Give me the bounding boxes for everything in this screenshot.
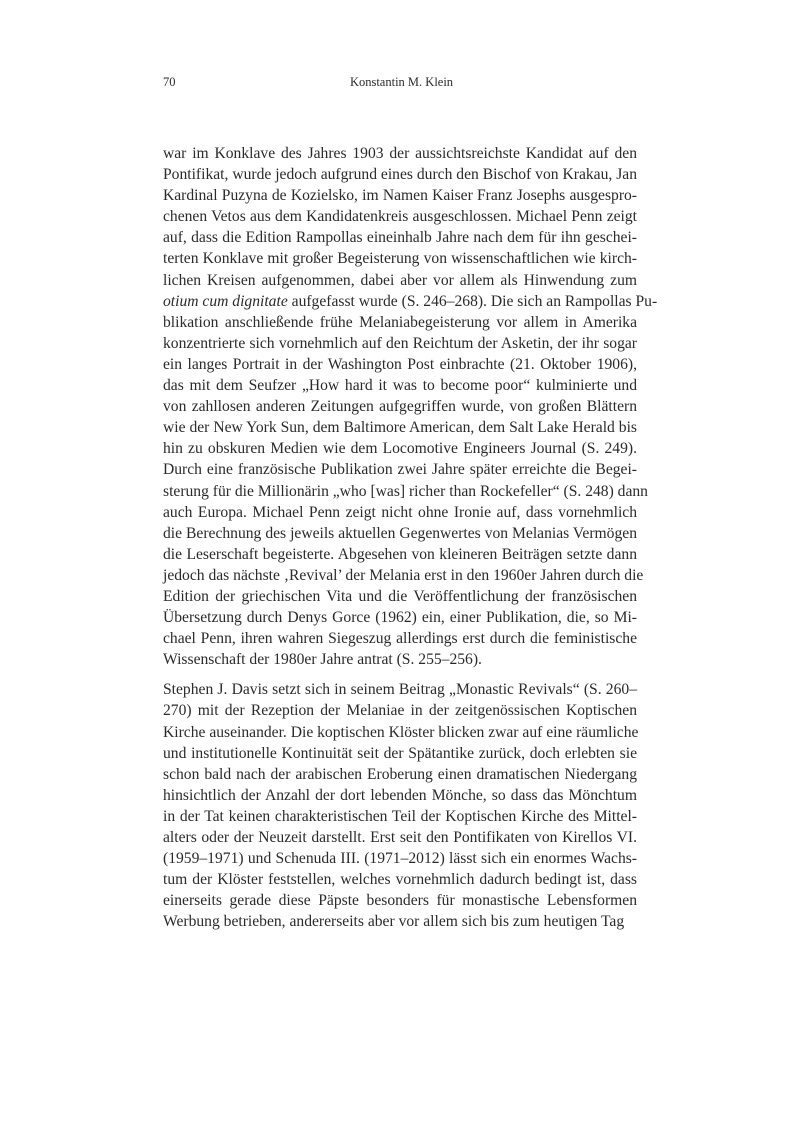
text-line: chenen Vetos aus dem Kandidatenkreis ausgeschlossen. Michael Penn zeigt: [163, 208, 637, 226]
text-line: Werbung betrieben, andererseits aber vor allem sich bis zum heutigen Tag: [163, 913, 625, 931]
text-line: 270) mit der Rezeption der Melaniae in der zeitgenössischen Koptischen: [163, 702, 637, 720]
text-line: Pontifikat, wurde jedoch aufgrund eines durch den Bischof von Krakau, Jan: [163, 166, 637, 184]
text-line: tum der Klöster feststellen, welches vornehmlich dadurch bedingt ist, dass: [163, 871, 637, 889]
text-line: die Berechnung des jeweils aktuellen Gegenwertes von Melanias Vermögen: [163, 524, 637, 542]
text-line: Kardinal Puzyna de Kozielsko, im Namen Kaiser Franz Josephs ausgespro-: [163, 187, 637, 205]
text-line: auf, dass die Edition Rampollas eineinhalb Jahre nach dem für ihn geschei-: [163, 229, 637, 247]
text-line: (1959–1971) und Schenuda III. (1971–2012) lässt sich ein enormes Wachs-: [163, 850, 637, 868]
text-line: Kirche auseinander. Die koptischen Klöster blicken zwar auf eine räumliche: [163, 723, 639, 741]
text-line: Wissenschaft der 1980er Jahre antrat (S. 255–256).: [163, 651, 482, 669]
italic-phrase: otium cum dignitate: [163, 292, 288, 310]
body-text: [163, 143, 658, 932]
text-line: hinsichtlich der Anzahl der dort lebenden Mönche, so dass das Mönchtum: [163, 786, 637, 804]
text-line: alters oder der Neuzeit darstellt. Erst seit den Pontifikaten von Kirellos VI.: [163, 829, 637, 846]
text-line: Stephen J. Davis setzt sich in seinem Beitrag „Monastic Revivals“ (S. 260–: [163, 681, 637, 699]
running-head: [0, 75, 799, 90]
text-line: Übersetzung durch Denys Gorce (1962) ein, einer Publikation, die, so Mi-: [163, 609, 637, 627]
text-line: Edition der griechischen Vita und die Veröffentlichung der französischen: [163, 587, 637, 605]
text-line: das mit dem Seufzer „How hard it was to become poor“ kulminierte und: [163, 377, 637, 395]
text-line: terten Konklave mit großer Begeisterung von wissenschaftlichen wie kirch-: [163, 250, 637, 268]
text-line: auch Europa. Michael Penn zeigt nicht ohne Ironie auf, dass vornehmlich: [163, 503, 637, 521]
text-line: blikation anschließende frühe Melaniabegeisterung vor allem in Amerika: [163, 313, 637, 331]
text-line: wie der New York Sun, dem Baltimore American, dem Salt Lake Herald bis: [163, 419, 637, 437]
text-line: die Leserschaft begeisterte. Abgesehen von kleineren Beiträgen setzte dann: [163, 545, 637, 563]
text-line: jedoch das nächste ‚Revival’ der Melania erst in den 1960er Jahren durch die: [163, 566, 644, 584]
paragraph-2: [163, 679, 637, 932]
text-line: von zahllosen anderen Zeitungen aufgegriffen wurde, von großen Blättern: [163, 398, 637, 416]
text-line: lichen Kreisen aufgenommen, dabei aber vor allem als Hinwendung zum: [163, 271, 637, 289]
text-line: schon bald nach der arabischen Eroberung einen dramatischen Niedergang: [163, 765, 637, 783]
text-line: Durch eine französische Publikation zwei Jahre später erreichte die Begei-: [163, 461, 637, 479]
text-run: aufgefasst wurde (S. 246–268). Die sich an Rampollas Pu-: [287, 292, 658, 310]
text-line: war im Konklave des Jahres 1903 der aussichtsreichste Kandidat auf den: [163, 145, 637, 162]
text-line: chael Penn, ihren wahren Siegeszug allerdings erst durch die feministische: [163, 630, 637, 648]
text-line: [163, 291, 658, 312]
running-head-author: Konstantin M. Klein: [349, 75, 454, 89]
text-line: und institutionelle Kontinuität seit der Spätantike zurück, doch erlebten sie: [163, 744, 637, 762]
text-line: hin zu obskuren Medien wie dem Locomotive Engineers Journal (S. 249).: [163, 440, 637, 458]
text-line: einerseits gerade diese Päpste besonders für monastische Lebensformen: [163, 892, 637, 910]
text-line: ein langes Portrait in der Washington Post einbrachte (21. Oktober 1906),: [163, 355, 637, 373]
page-number: 70: [163, 75, 176, 89]
text-line: in der Tat keinen charakteristischen Teil der Koptischen Kirche des Mittel-: [163, 807, 637, 825]
text-line: konzentrierte sich vornehmlich auf den Reichtum der Asketin, der ihr sogar: [163, 334, 637, 352]
text-line: sterung für die Millionärin „who [was] richer than Rockefeller“ (S. 248) dann: [163, 482, 648, 500]
paragraph-1: [163, 143, 658, 670]
